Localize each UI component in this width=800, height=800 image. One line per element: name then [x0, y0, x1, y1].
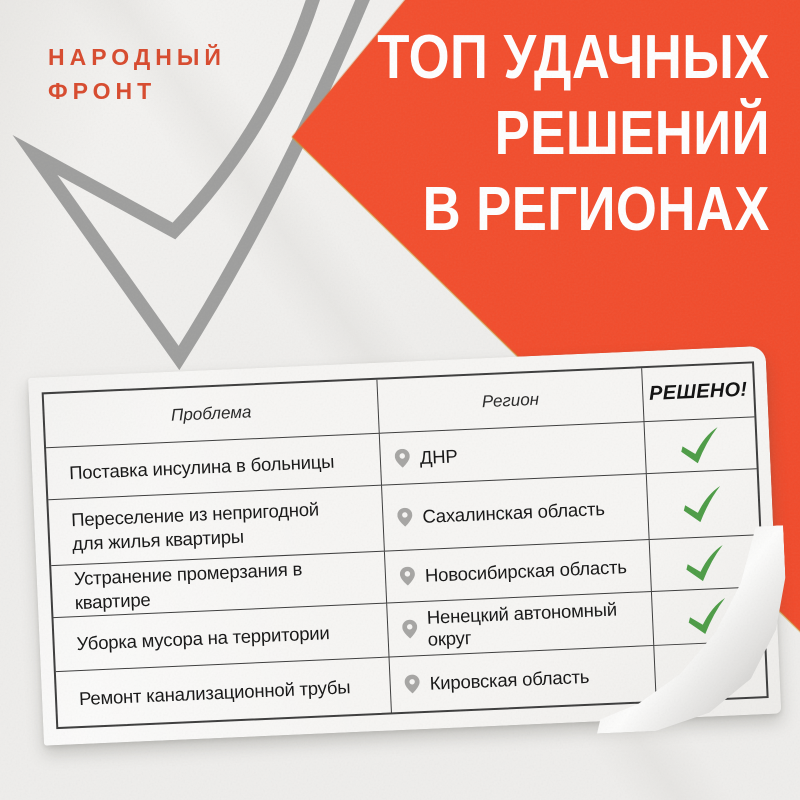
region-cell — [390, 646, 657, 713]
problem-cell: Переселение из непригодной для жилья квартиры — [48, 486, 385, 567]
poster-title — [308, 20, 770, 248]
column-header-solved: РЕШЕНО! — [642, 363, 754, 422]
brand-logo — [48, 40, 226, 108]
region-label: Кировская область — [429, 665, 590, 694]
region-cell — [382, 474, 650, 551]
region-label: Сахалинская область — [421, 497, 606, 527]
column-header-region: Регион — [377, 368, 644, 434]
title-line-1: ТОП УДАЧНЫХ — [377, 23, 770, 92]
column-header-problem: Проблема — [44, 380, 380, 449]
green-check-icon — [683, 543, 729, 584]
region-label: ДНР — [419, 444, 458, 468]
title-line-3: В РЕГИОНАХ — [422, 175, 770, 244]
location-pin-icon — [394, 448, 410, 468]
location-pin-icon — [397, 507, 413, 527]
title-line-2: РЕШЕНИЙ — [494, 99, 770, 168]
green-check-icon — [678, 425, 724, 466]
location-pin-icon — [404, 674, 420, 694]
green-check-icon — [680, 484, 726, 525]
brand-logo-line1: НАРОДНЫЙ — [48, 44, 226, 70]
problem-cell: Уборка мусора на территории — [53, 604, 389, 673]
region-label: Новосибирская область — [424, 555, 628, 586]
location-pin-icon — [402, 619, 418, 639]
region-label: Ненецкий автономный округ — [426, 598, 618, 650]
brand-logo-line2: ФРОНТ — [48, 78, 157, 104]
solved-cell — [647, 469, 760, 540]
solved-cell — [645, 417, 757, 474]
location-pin-icon — [400, 566, 416, 586]
problem-cell: Ремонт канализационной трубы — [56, 657, 392, 727]
results-sheet — [28, 346, 781, 746]
problem-cell: Устранение промерзания в квартире — [51, 552, 387, 619]
results-table — [42, 361, 769, 729]
problem-cell: Поставка инсулина в больницы — [46, 434, 382, 501]
